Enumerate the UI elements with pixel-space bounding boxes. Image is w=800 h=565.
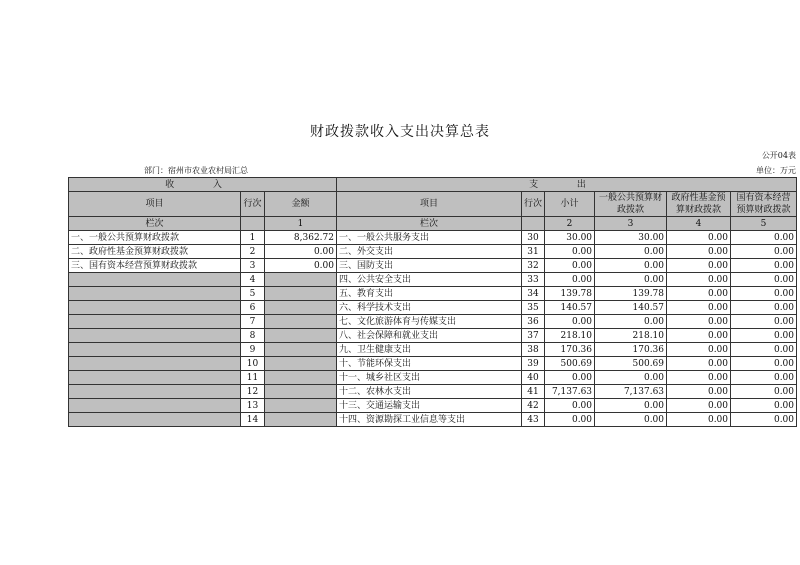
state-capital-cell: 0.00 — [731, 385, 797, 399]
expense-row-no-cell: 33 — [522, 273, 545, 287]
income-row-no-cell: 6 — [241, 301, 265, 315]
gov-fund-cell: 0.00 — [667, 273, 731, 287]
gov-fund-cell: 0.00 — [667, 385, 731, 399]
table-row — [69, 231, 797, 245]
income-row-no-cell: 1 — [241, 231, 265, 245]
income-amount-cell — [265, 315, 337, 329]
lanci-blank — [522, 217, 545, 231]
state-capital-cell: 0.00 — [731, 287, 797, 301]
gov-fund-cell: 0.00 — [667, 231, 731, 245]
lanci-blank — [241, 217, 265, 231]
state-capital-cell: 0.00 — [731, 301, 797, 315]
income-item-cell: 三、国有资本经营预算财政拨款 — [69, 259, 241, 273]
expense-item-cell: 十一、城乡社区支出 — [337, 371, 522, 385]
table-row — [69, 245, 797, 259]
state-capital-cell: 0.00 — [731, 357, 797, 371]
gov-fund-cell: 0.00 — [667, 315, 731, 329]
income-item-cell — [69, 329, 241, 343]
general-budget-cell: 7,137.63 — [595, 385, 667, 399]
general-budget-cell: 0.00 — [595, 245, 667, 259]
lanci-col-1: 1 — [265, 217, 337, 231]
state-capital-cell: 0.00 — [731, 413, 797, 427]
income-item-cell — [69, 371, 241, 385]
income-item-cell: 一、一般公共预算财政拨款 — [69, 231, 241, 245]
income-row-no-cell: 14 — [241, 413, 265, 427]
general-budget-cell: 218.10 — [595, 329, 667, 343]
general-budget-cell: 0.00 — [595, 413, 667, 427]
gov-fund-cell: 0.00 — [667, 245, 731, 259]
income-row-no-cell: 3 — [241, 259, 265, 273]
subtotal-cell: 0.00 — [545, 371, 595, 385]
state-capital-cell: 0.00 — [731, 231, 797, 245]
table-row — [69, 399, 797, 413]
state-capital-cell: 0.00 — [731, 259, 797, 273]
subtotal-cell: 0.00 — [545, 399, 595, 413]
subtotal-header: 小计 — [545, 192, 595, 217]
general-budget-cell: 0.00 — [595, 259, 667, 273]
income-amount-cell — [265, 343, 337, 357]
income-item-cell — [69, 273, 241, 287]
gov-fund-cell: 0.00 — [667, 301, 731, 315]
table-row — [69, 287, 797, 301]
income-row-no-header: 行次 — [241, 192, 265, 217]
expense-row-no-cell: 41 — [522, 385, 545, 399]
form-number: 公开04表 — [761, 151, 796, 160]
expense-section-header: 支 出 — [337, 178, 797, 192]
income-section-header: 收 入 — [69, 178, 337, 192]
gov-fund-cell: 0.00 — [667, 259, 731, 273]
gov-fund-cell: 0.00 — [667, 399, 731, 413]
lanci-col-4: 4 — [667, 217, 731, 231]
expense-row-no-cell: 38 — [522, 343, 545, 357]
income-row-no-cell: 4 — [241, 273, 265, 287]
expense-row-no-cell: 39 — [522, 357, 545, 371]
expense-row-no-cell: 40 — [522, 371, 545, 385]
lanci-label-left: 栏次 — [69, 217, 241, 231]
income-row-no-cell: 12 — [241, 385, 265, 399]
income-item-header: 项目 — [69, 192, 241, 217]
general-budget-cell: 0.00 — [595, 273, 667, 287]
subtotal-cell: 139.78 — [545, 287, 595, 301]
subtotal-cell: 0.00 — [545, 315, 595, 329]
subtotal-cell: 170.36 — [545, 343, 595, 357]
expense-row-no-cell: 37 — [522, 329, 545, 343]
general-budget-cell: 0.00 — [595, 371, 667, 385]
expense-row-no-cell: 43 — [522, 413, 545, 427]
state-capital-cell: 0.00 — [731, 329, 797, 343]
general-budget-cell: 30.00 — [595, 231, 667, 245]
lanci-col-5: 5 — [731, 217, 797, 231]
general-budget-cell: 0.00 — [595, 399, 667, 413]
expense-item-cell: 八、社会保障和就业支出 — [337, 329, 522, 343]
state-capital-cell: 0.00 — [731, 273, 797, 287]
general-budget-header: 一般公共预算财政拨款 — [595, 192, 667, 217]
table-row — [69, 315, 797, 329]
general-budget-cell: 170.36 — [595, 343, 667, 357]
expense-item-cell: 十三、交通运输支出 — [337, 399, 522, 413]
table-row — [69, 371, 797, 385]
expense-item-cell: 五、教育支出 — [337, 287, 522, 301]
income-item-cell — [69, 301, 241, 315]
state-capital-cell: 0.00 — [731, 371, 797, 385]
income-amount-cell — [265, 329, 337, 343]
summary-table — [68, 177, 797, 427]
expense-row-no-cell: 35 — [522, 301, 545, 315]
income-item-cell — [69, 357, 241, 371]
gov-fund-cell: 0.00 — [667, 371, 731, 385]
income-amount-header: 金额 — [265, 192, 337, 217]
expense-item-cell: 三、国防支出 — [337, 259, 522, 273]
state-capital-cell: 0.00 — [731, 343, 797, 357]
income-amount-cell — [265, 357, 337, 371]
unit-label: 单位：万元 — [756, 166, 796, 175]
income-amount-cell — [265, 371, 337, 385]
subtotal-cell: 218.10 — [545, 329, 595, 343]
expense-row-no-cell: 31 — [522, 245, 545, 259]
income-item-cell — [69, 343, 241, 357]
income-row-no-cell: 7 — [241, 315, 265, 329]
subtotal-cell: 0.00 — [545, 413, 595, 427]
gov-fund-cell: 0.00 — [667, 329, 731, 343]
lanci-label-right: 栏次 — [337, 217, 522, 231]
table-row — [69, 329, 797, 343]
subtotal-cell: 500.69 — [545, 357, 595, 371]
income-item-cell — [69, 385, 241, 399]
lanci-col-3: 3 — [595, 217, 667, 231]
expense-item-cell: 六、科学技术支出 — [337, 301, 522, 315]
table-row — [69, 273, 797, 287]
income-row-no-cell: 8 — [241, 329, 265, 343]
income-item-cell — [69, 315, 241, 329]
gov-fund-cell: 0.00 — [667, 413, 731, 427]
expense-item-cell: 一、一般公共服务支出 — [337, 231, 522, 245]
income-amount-cell: 0.00 — [265, 245, 337, 259]
income-row-no-cell: 5 — [241, 287, 265, 301]
income-item-cell — [69, 413, 241, 427]
general-budget-cell: 140.57 — [595, 301, 667, 315]
expense-row-no-cell: 42 — [522, 399, 545, 413]
subtotal-cell: 140.57 — [545, 301, 595, 315]
expense-item-cell: 十四、资源勘探工业信息等支出 — [337, 413, 522, 427]
expense-row-no-cell: 36 — [522, 315, 545, 329]
subtotal-cell: 0.00 — [545, 273, 595, 287]
table-row — [69, 385, 797, 399]
expense-row-no-cell: 34 — [522, 287, 545, 301]
expense-item-cell: 九、卫生健康支出 — [337, 343, 522, 357]
income-amount-cell — [265, 287, 337, 301]
income-row-no-cell: 13 — [241, 399, 265, 413]
income-amount-cell — [265, 399, 337, 413]
state-capital-cell: 0.00 — [731, 245, 797, 259]
general-budget-cell: 0.00 — [595, 315, 667, 329]
income-row-no-cell: 9 — [241, 343, 265, 357]
expense-row-no-cell: 32 — [522, 259, 545, 273]
income-item-cell — [69, 287, 241, 301]
state-capital-cell: 0.00 — [731, 399, 797, 413]
table-row — [69, 259, 797, 273]
expense-row-no-cell: 30 — [522, 231, 545, 245]
lanci-col-2: 2 — [545, 217, 595, 231]
expense-item-cell: 四、公共安全支出 — [337, 273, 522, 287]
income-item-cell: 二、政府性基金预算财政拨款 — [69, 245, 241, 259]
subtotal-cell: 30.00 — [545, 231, 595, 245]
table-row — [69, 357, 797, 371]
expense-item-header: 项目 — [337, 192, 522, 217]
expense-item-cell: 七、文化旅游体育与传媒支出 — [337, 315, 522, 329]
gov-fund-cell: 0.00 — [667, 357, 731, 371]
expense-item-cell: 二、外交支出 — [337, 245, 522, 259]
expense-item-cell: 十二、农林水支出 — [337, 385, 522, 399]
income-amount-cell — [265, 273, 337, 287]
income-row-no-cell: 10 — [241, 357, 265, 371]
income-row-no-cell: 11 — [241, 371, 265, 385]
income-amount-cell — [265, 301, 337, 315]
subtotal-cell: 0.00 — [545, 259, 595, 273]
state-capital-header: 国有资本经营预算财政拨款 — [731, 192, 797, 217]
income-amount-cell — [265, 413, 337, 427]
general-budget-cell: 500.69 — [595, 357, 667, 371]
income-amount-cell: 8,362.72 — [265, 231, 337, 245]
gov-fund-cell: 0.00 — [667, 343, 731, 357]
table-row — [69, 413, 797, 427]
income-amount-cell: 0.00 — [265, 259, 337, 273]
subtotal-cell: 7,137.63 — [545, 385, 595, 399]
expense-item-cell: 十、节能环保支出 — [337, 357, 522, 371]
department-label: 部门：宿州市农业农村局汇总 — [144, 166, 248, 175]
income-amount-cell — [265, 385, 337, 399]
subtotal-cell: 0.00 — [545, 245, 595, 259]
table-row — [69, 301, 797, 315]
general-budget-cell: 139.78 — [595, 287, 667, 301]
table-row — [69, 343, 797, 357]
report-title: 财政拨款收入支出决算总表 — [310, 124, 490, 140]
gov-fund-cell: 0.00 — [667, 287, 731, 301]
gov-fund-header: 政府性基金预算财政拨款 — [667, 192, 731, 217]
income-row-no-cell: 2 — [241, 245, 265, 259]
income-item-cell — [69, 399, 241, 413]
state-capital-cell: 0.00 — [731, 315, 797, 329]
expense-row-no-header: 行次 — [522, 192, 545, 217]
